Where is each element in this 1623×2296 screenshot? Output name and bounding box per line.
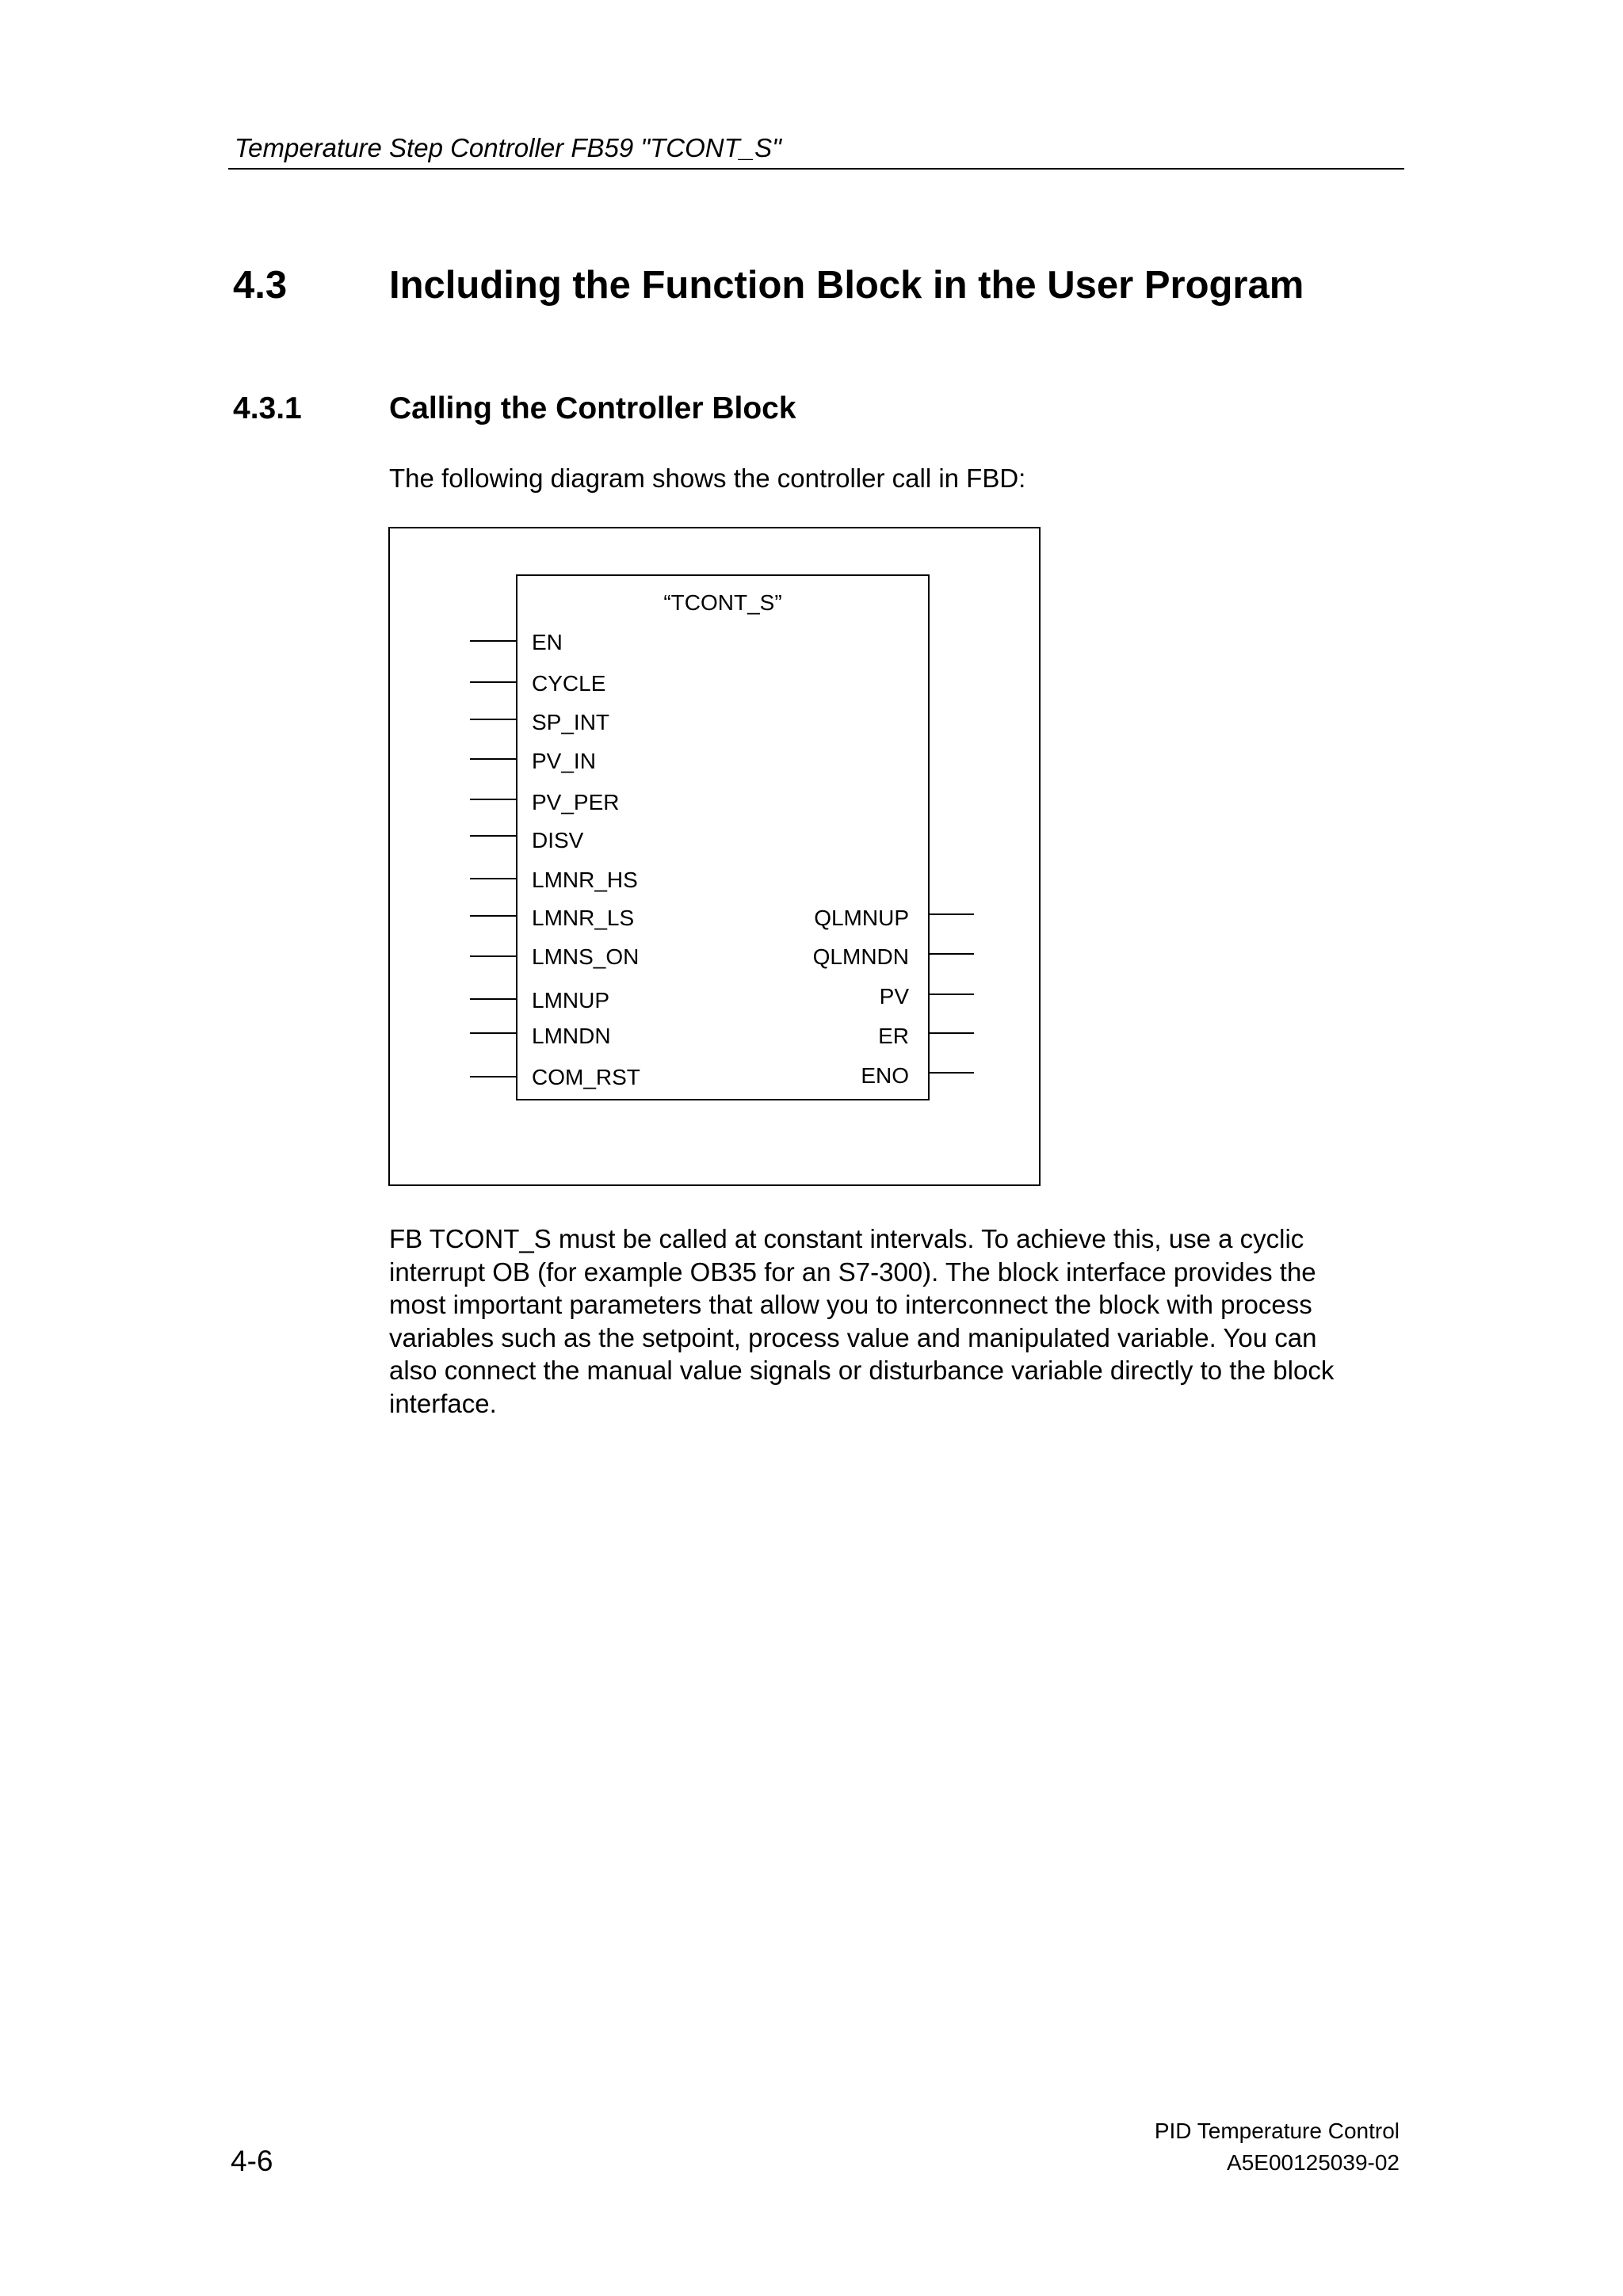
page-number: 4-6: [231, 2145, 273, 2177]
fbd-input-connector: [470, 1076, 516, 1077]
fbd-input-connector: [470, 915, 516, 917]
fbd-output-connector: [928, 1072, 974, 1074]
fbd-input-lmnup: LMNUP: [532, 988, 610, 1013]
section-title: Including the Function Block in the User Program: [389, 264, 1304, 307]
diagram-intro-text: The following diagram shows the controller call in FBD:: [389, 463, 1026, 493]
fbd-output-connector: [928, 953, 974, 955]
fbd-output-qlmnup: QLMNUP: [814, 906, 909, 930]
fbd-input-connector: [470, 955, 516, 957]
body-line: also connect the manual value signals or disturbance variable directly to the block: [389, 1356, 1335, 1386]
fbd-input-lmns-on: LMNS_ON: [532, 944, 640, 969]
fbd-block-name: “TCONT_S”: [663, 590, 782, 615]
fbd-input-connector: [470, 799, 516, 800]
header-divider: [228, 168, 1404, 170]
fbd-input-disv: DISV: [532, 828, 584, 852]
fbd-input-com-rst: COM_RST: [532, 1065, 640, 1089]
fbd-input-lmndn: LMNDN: [532, 1024, 611, 1048]
fbd-output-connector: [928, 1032, 974, 1034]
fbd-input-pv-per: PV_PER: [532, 790, 620, 814]
fbd-output-qlmndn: QLMNDN: [812, 944, 909, 969]
fbd-output-connector: [928, 913, 974, 915]
fbd-input-connector: [470, 878, 516, 879]
fbd-input-connector: [470, 998, 516, 1000]
subsection-title: Calling the Controller Block: [389, 391, 796, 425]
body-line: most important parameters that allow you to interconnect the block with process: [389, 1290, 1312, 1320]
fbd-input-lmnr-ls: LMNR_LS: [532, 906, 635, 930]
fbd-input-lmnr-hs: LMNR_HS: [532, 868, 638, 892]
fbd-input-connector: [470, 640, 516, 642]
fbd-input-connector: [470, 758, 516, 760]
footer-manual-title: PID Temperature Control: [1154, 2119, 1400, 2143]
fbd-block: [516, 574, 930, 1100]
fbd-input-connector: [470, 1032, 516, 1034]
fbd-input-connector: [470, 719, 516, 720]
section-number: 4.3: [233, 264, 288, 307]
subsection-number: 4.3.1: [233, 391, 302, 425]
fbd-input-sp-int: SP_INT: [532, 710, 610, 734]
body-paragraph: [389, 1222, 1411, 1421]
running-header: Temperature Step Controller FB59 "TCONT_S": [235, 133, 781, 162]
fbd-output-eno: ENO: [861, 1063, 909, 1088]
body-line: interface.: [389, 1388, 497, 1418]
fbd-input-cycle: CYCLE: [532, 671, 606, 696]
fbd-output-pv: PV: [879, 984, 909, 1009]
fbd-output-er: ER: [878, 1024, 909, 1048]
footer-doc-number: A5E00125039-02: [1227, 2150, 1400, 2175]
fbd-input-connector: [470, 681, 516, 683]
fbd-input-connector: [470, 835, 516, 837]
body-line: FB TCONT_S must be called at constant intervals. To achieve this, use a cyclic: [389, 1224, 1304, 1253]
fbd-input-pv-in: PV_IN: [532, 749, 596, 773]
fbd-input-en: EN: [532, 630, 563, 654]
body-line: interrupt OB (for example OB35 for an S7-300). The block interface provides the: [389, 1257, 1316, 1287]
fbd-output-connector: [928, 994, 974, 995]
body-line: variables such as the setpoint, process value and manipulated variable. You can: [389, 1322, 1317, 1352]
